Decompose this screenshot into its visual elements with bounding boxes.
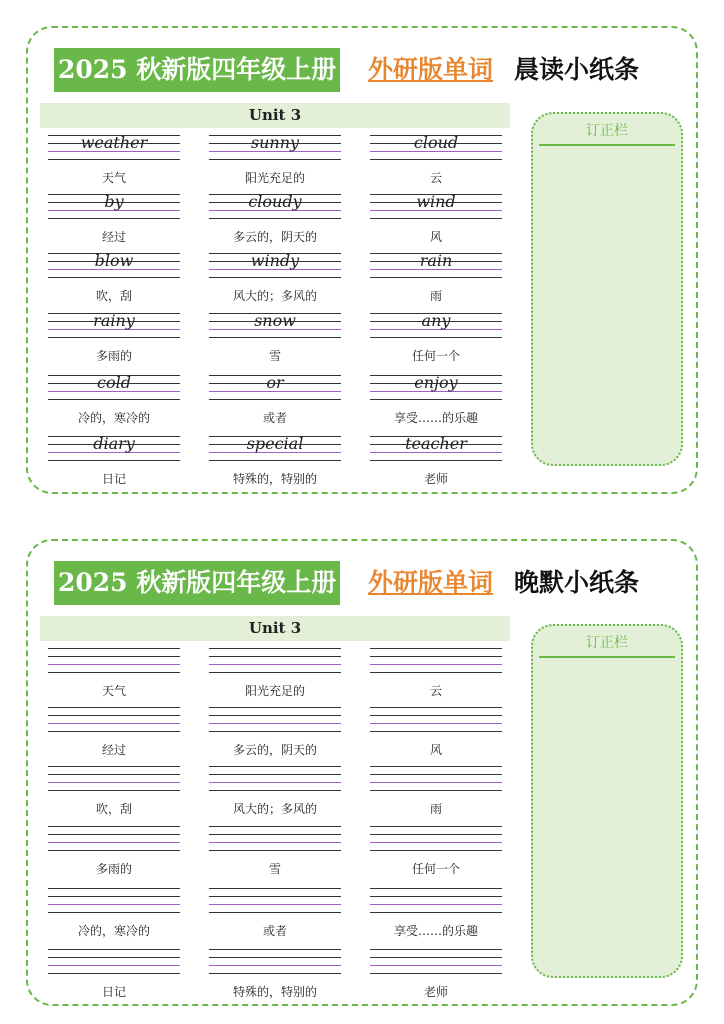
writing-lines	[209, 648, 341, 674]
english-word: blow	[94, 251, 134, 270]
word-cell	[370, 436, 502, 487]
ruled-line	[209, 896, 341, 897]
ruled-line	[209, 672, 341, 673]
correction-box	[531, 112, 683, 466]
ruled-line	[209, 912, 341, 913]
english-word: cloud	[413, 133, 459, 152]
writing-lines	[370, 194, 502, 220]
chinese-meaning: 多云的，阴天的	[232, 743, 317, 757]
ruled-line	[48, 949, 180, 950]
english-word: special	[246, 434, 304, 453]
chinese-meaning: 或者	[262, 411, 287, 425]
word-cell	[370, 888, 502, 939]
ruled-line	[48, 888, 180, 889]
writing-lines	[48, 436, 180, 462]
chinese-meaning: 雨	[429, 802, 442, 816]
chinese-meaning: 天气	[101, 171, 126, 185]
word-cell	[48, 194, 180, 245]
correction-underline	[539, 144, 675, 146]
word-cell	[209, 313, 341, 364]
word-cell	[209, 194, 341, 245]
writing-lines	[209, 949, 341, 975]
english-word: diary	[93, 434, 135, 453]
ruled-line	[209, 399, 341, 400]
ruled-line	[370, 707, 502, 708]
ruled-line	[370, 672, 502, 673]
writing-lines	[48, 949, 180, 975]
ruled-line	[370, 850, 502, 851]
ruled-line	[370, 912, 502, 913]
ruled-line	[209, 159, 341, 160]
english-word: cloudy	[248, 192, 302, 211]
ruled-line	[48, 672, 180, 673]
writing-lines	[370, 436, 502, 462]
ruled-line	[370, 904, 502, 905]
chinese-meaning: 云	[429, 684, 442, 698]
writing-lines	[48, 648, 180, 674]
writing-lines	[48, 888, 180, 914]
ruled-line	[370, 664, 502, 665]
unit-header: Unit 3	[40, 103, 510, 128]
english-word: weather	[80, 133, 148, 152]
title-publisher: 外研版单词	[368, 55, 494, 84]
word-cell	[370, 313, 502, 364]
writing-lines	[48, 194, 180, 220]
english-word: cold	[97, 373, 131, 392]
ruled-line	[370, 782, 502, 783]
ruled-line	[209, 973, 341, 974]
ruled-line	[48, 707, 180, 708]
ruled-line	[209, 218, 341, 219]
ruled-line	[209, 842, 341, 843]
writing-lines	[209, 707, 341, 733]
ruled-line	[48, 218, 180, 219]
ruled-line	[370, 337, 502, 338]
ruled-line	[209, 850, 341, 851]
word-cell	[209, 888, 341, 939]
chinese-meaning: 享受……的乐趣	[393, 924, 478, 938]
ruled-line	[48, 277, 180, 278]
writing-lines	[370, 375, 502, 401]
writing-lines	[209, 313, 341, 339]
english-word: enjoy	[414, 373, 458, 392]
word-cell	[48, 253, 180, 304]
ruled-line	[209, 774, 341, 775]
writing-lines	[209, 826, 341, 852]
chinese-meaning: 风大的；多风的	[232, 802, 317, 816]
english-word: sunny	[250, 133, 300, 152]
chinese-meaning: 任何一个	[411, 349, 460, 363]
writing-lines	[48, 253, 180, 279]
ruled-line	[209, 648, 341, 649]
word-cell	[370, 826, 502, 877]
word-cell	[209, 135, 341, 186]
ruled-line	[209, 766, 341, 767]
word-cell	[48, 436, 180, 487]
writing-lines	[48, 313, 180, 339]
english-word: rain	[419, 251, 453, 270]
ruled-line	[209, 723, 341, 724]
ruled-line	[370, 656, 502, 657]
ruled-line	[370, 826, 502, 827]
ruled-line	[370, 973, 502, 974]
word-cell	[370, 194, 502, 245]
chinese-meaning: 吹，刮	[95, 289, 132, 303]
ruled-line	[48, 957, 180, 958]
english-word: wind	[416, 192, 456, 211]
ruled-line	[370, 965, 502, 966]
word-cell	[48, 707, 180, 758]
ruled-line	[209, 715, 341, 716]
writing-lines	[209, 194, 341, 220]
ruled-line	[209, 790, 341, 791]
chinese-meaning: 日记	[101, 472, 126, 486]
ruled-line	[209, 277, 341, 278]
ruled-line	[48, 834, 180, 835]
title-publisher: 外研版单词	[368, 568, 494, 597]
chinese-meaning: 吹，刮	[95, 802, 132, 816]
ruled-line	[48, 850, 180, 851]
ruled-line	[370, 648, 502, 649]
ruled-line	[370, 888, 502, 889]
word-cell	[370, 375, 502, 426]
english-word: rainy	[93, 311, 135, 330]
chinese-meaning: 任何一个	[411, 862, 460, 876]
ruled-line	[370, 774, 502, 775]
english-word: snow	[254, 311, 296, 330]
chinese-meaning: 冷的，寒冷的	[77, 411, 150, 425]
ruled-line	[48, 648, 180, 649]
word-cell	[48, 949, 180, 1000]
chinese-meaning: 经过	[101, 743, 126, 757]
word-cell	[209, 766, 341, 817]
word-cell	[48, 375, 180, 426]
chinese-meaning: 老师	[423, 472, 448, 486]
english-word: or	[266, 373, 284, 392]
chinese-meaning: 冷的，寒冷的	[77, 924, 150, 938]
chinese-meaning: 风	[429, 743, 442, 757]
word-cell	[48, 888, 180, 939]
ruled-line	[209, 782, 341, 783]
unit-header: Unit 3	[40, 616, 510, 641]
correction-label: 订正栏	[586, 123, 628, 139]
chinese-meaning: 雨	[429, 289, 442, 303]
ruled-line	[370, 790, 502, 791]
writing-lines	[370, 707, 502, 733]
english-word: teacher	[405, 434, 467, 453]
chinese-meaning: 风	[429, 230, 442, 244]
chinese-meaning: 多雨的	[95, 349, 132, 363]
writing-lines	[209, 253, 341, 279]
title-type: 晚默小纸条	[514, 568, 640, 597]
writing-lines	[209, 436, 341, 462]
writing-lines	[48, 826, 180, 852]
ruled-line	[209, 337, 341, 338]
english-word: any	[421, 311, 451, 330]
correction-box	[531, 624, 683, 978]
writing-lines	[48, 135, 180, 161]
english-word: by	[104, 192, 124, 211]
chinese-meaning: 老师	[423, 985, 448, 999]
word-cell	[209, 253, 341, 304]
word-cell	[48, 648, 180, 699]
chinese-meaning: 雪	[268, 349, 281, 363]
title-grade: 2025 秋新版四年级上册	[54, 48, 340, 92]
ruled-line	[48, 731, 180, 732]
chinese-meaning: 多云的，阴天的	[232, 230, 317, 244]
word-cell	[209, 648, 341, 699]
chinese-meaning: 特殊的，特别的	[232, 472, 317, 486]
correction-underline	[539, 656, 675, 658]
word-cell	[209, 707, 341, 758]
ruled-line	[48, 460, 180, 461]
writing-lines	[209, 375, 341, 401]
ruled-line	[48, 774, 180, 775]
english-word: windy	[250, 251, 300, 270]
ruled-line	[370, 957, 502, 958]
ruled-line	[209, 664, 341, 665]
ruled-line	[48, 782, 180, 783]
chinese-meaning: 享受……的乐趣	[393, 411, 478, 425]
ruled-line	[209, 965, 341, 966]
ruled-line	[48, 965, 180, 966]
ruled-line	[370, 277, 502, 278]
word-cell	[370, 707, 502, 758]
word-cell	[370, 648, 502, 699]
word-cell	[209, 375, 341, 426]
writing-lines	[370, 313, 502, 339]
ruled-line	[48, 399, 180, 400]
ruled-line	[370, 159, 502, 160]
writing-lines	[370, 766, 502, 792]
ruled-line	[209, 957, 341, 958]
ruled-line	[48, 664, 180, 665]
ruled-line	[48, 826, 180, 827]
word-cell	[48, 826, 180, 877]
writing-lines	[209, 888, 341, 914]
ruled-line	[48, 766, 180, 767]
ruled-line	[48, 904, 180, 905]
ruled-line	[48, 912, 180, 913]
chinese-meaning: 多雨的	[95, 862, 132, 876]
ruled-line	[209, 707, 341, 708]
chinese-meaning: 云	[429, 171, 442, 185]
writing-lines	[370, 253, 502, 279]
ruled-line	[370, 460, 502, 461]
ruled-line	[370, 766, 502, 767]
chinese-meaning: 经过	[101, 230, 126, 244]
writing-lines	[370, 888, 502, 914]
word-cell	[370, 949, 502, 1000]
ruled-line	[48, 337, 180, 338]
ruled-line	[370, 723, 502, 724]
ruled-line	[48, 159, 180, 160]
word-cell	[370, 253, 502, 304]
ruled-line	[48, 656, 180, 657]
writing-lines	[48, 375, 180, 401]
ruled-line	[370, 731, 502, 732]
ruled-line	[48, 842, 180, 843]
ruled-line	[370, 949, 502, 950]
correction-label: 订正栏	[586, 635, 628, 651]
writing-lines	[370, 135, 502, 161]
chinese-meaning: 特殊的，特别的	[232, 985, 317, 999]
ruled-line	[370, 218, 502, 219]
ruled-line	[209, 826, 341, 827]
ruled-line	[209, 904, 341, 905]
chinese-meaning: 或者	[262, 924, 287, 938]
writing-lines	[48, 766, 180, 792]
word-cell	[209, 826, 341, 877]
ruled-line	[370, 842, 502, 843]
title-grade: 2025 秋新版四年级上册	[54, 561, 340, 605]
ruled-line	[48, 723, 180, 724]
writing-lines	[209, 766, 341, 792]
ruled-line	[209, 731, 341, 732]
chinese-meaning: 阳光充足的	[244, 684, 305, 698]
ruled-line	[209, 656, 341, 657]
ruled-line	[209, 888, 341, 889]
ruled-line	[370, 896, 502, 897]
chinese-meaning: 阳光充足的	[244, 171, 305, 185]
word-cell	[48, 313, 180, 364]
ruled-line	[48, 896, 180, 897]
word-cell	[48, 766, 180, 817]
chinese-meaning: 雪	[268, 862, 281, 876]
word-cell	[209, 436, 341, 487]
word-cell	[370, 135, 502, 186]
word-cell	[48, 135, 180, 186]
ruled-line	[48, 715, 180, 716]
chinese-meaning: 天气	[101, 684, 126, 698]
ruled-line	[209, 949, 341, 950]
ruled-line	[209, 460, 341, 461]
ruled-line	[370, 399, 502, 400]
ruled-line	[48, 790, 180, 791]
ruled-line	[48, 973, 180, 974]
writing-lines	[370, 826, 502, 852]
writing-lines	[48, 707, 180, 733]
writing-lines	[370, 949, 502, 975]
chinese-meaning: 风大的；多风的	[232, 289, 317, 303]
writing-lines	[209, 135, 341, 161]
title-type: 晨读小纸条	[514, 55, 640, 84]
writing-lines	[370, 648, 502, 674]
ruled-line	[370, 715, 502, 716]
ruled-line	[209, 834, 341, 835]
word-cell	[209, 949, 341, 1000]
ruled-line	[370, 834, 502, 835]
chinese-meaning: 日记	[101, 985, 126, 999]
word-cell	[370, 766, 502, 817]
